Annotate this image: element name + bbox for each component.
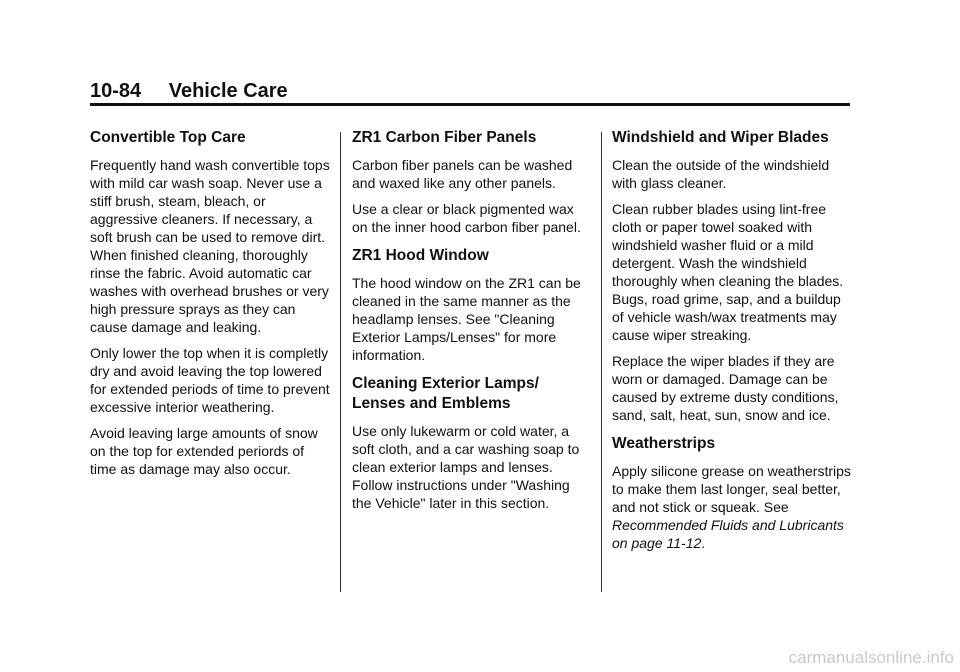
section-title-cleaning-exterior-lamps: Cleaning Exterior Lamps/ Lenses and Emblems xyxy=(352,375,539,412)
paragraph: Use only lukewarm or cold water, a soft cloth, and a car washing soap to clean exterior lamps and lenses. Follow instructions under "Washing the Vehicle" later in this section. xyxy=(352,423,580,511)
paragraph: Only lower the top when it is completly dry and avoid leaving the top lowered for extended periods of time to prevent excessive interior weathering. xyxy=(90,345,330,415)
chapter-title: Vehicle Care xyxy=(168,80,288,102)
watermark: carmanualsonline.info xyxy=(788,648,954,667)
paragraph: Replace the wiper blades if they are worn or damaged. Damage can be caused by extreme dusty conditions, sand, salt, heat, sun, snow and ice. xyxy=(612,353,839,423)
column-2 xyxy=(352,128,592,520)
section-title-weatherstrips: Weatherstrips xyxy=(612,435,716,452)
paragraph: Avoid leaving large amounts of snow on the top for extended periords of time as damage may also occur. xyxy=(90,425,318,477)
column-divider-2 xyxy=(601,132,602,592)
paragraph-text: Apply silicone grease on weatherstrips to make them last longer, seal better, and not stick or squeak. See xyxy=(612,463,851,515)
section-title-windshield-wiper-blades: Windshield and Wiper Blades xyxy=(612,129,829,146)
section-title-zr1-carbon-fiber-panels: ZR1 Carbon Fiber Panels xyxy=(352,129,537,146)
paragraph xyxy=(612,462,852,552)
paragraph: Clean rubber blades using lint-free cloth or paper towel soaked with windshield washer fluid or a mild detergent. Wash the windshield thoroughly when cleaning the blades. Bugs, road grime, sap, and a buildup of vehicle wash/wax treatments may cause wiper streaking. xyxy=(612,201,844,343)
header-rule xyxy=(90,103,850,106)
column-divider-1 xyxy=(340,132,341,592)
paragraph: Clean the outside of the windshield with glass cleaner. xyxy=(612,157,830,191)
paragraph: The hood window on the ZR1 can be cleaned in the same manner as the headlamp lenses. See "Cleaning Exterior Lamps/Lenses" for more information. xyxy=(352,275,581,363)
page-number: 10-84 xyxy=(90,80,142,102)
section-title-zr1-hood-window: ZR1 Hood Window xyxy=(352,247,489,264)
column-3 xyxy=(612,128,852,560)
section-title-convertible-top-care: Convertible Top Care xyxy=(90,129,246,146)
paragraph: Frequently hand wash convertible tops with mild car wash soap. Never use a stiff brush, steam, bleach, or aggressive cleaners. If necessary, a soft brush can be used to remove dirt. When finished cleaning, thoroughly rinse the fabric. Avoid automatic car washes with overhead brushes or very high pressure sprays as they can cause damage and leaking. xyxy=(90,157,330,335)
column-1 xyxy=(90,128,330,486)
paragraph: Carbon fiber panels can be washed and waxed like any other panels. xyxy=(352,157,573,191)
cross-reference: Recommended Fluids and Lubricants on page 11-12 xyxy=(612,517,844,551)
paragraph: Use a clear or black pigmented wax on the inner hood carbon fiber panel. xyxy=(352,201,581,235)
paragraph-text: . xyxy=(701,535,706,551)
page-header xyxy=(90,80,288,103)
